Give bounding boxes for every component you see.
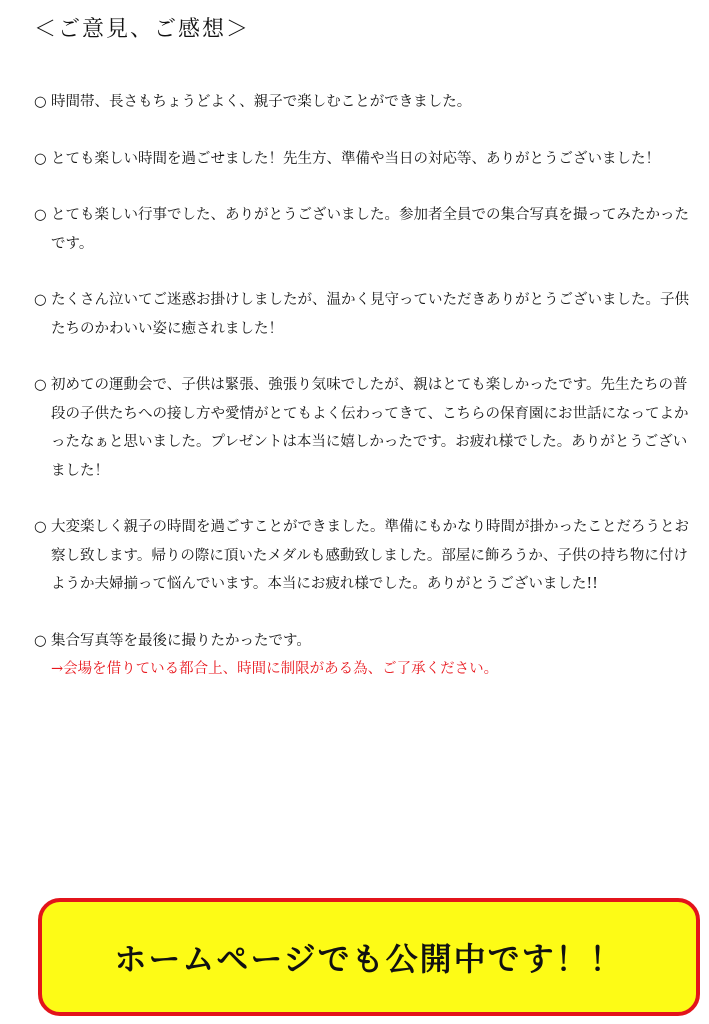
homepage-notice-banner <box>38 898 700 1016</box>
comment-item <box>34 627 698 684</box>
comment-item <box>34 286 698 343</box>
comment-item <box>34 513 698 599</box>
staff-reply-text: →会場を借りている都合上、時間に制限がある為、ご了承ください。 <box>51 661 499 677</box>
bullet-circle: ○ <box>34 519 47 535</box>
bullet-circle: ○ <box>34 150 47 167</box>
bullet-circle: ○ <box>34 94 47 110</box>
comment-text: 集合写真等を最後に撮りたかったです。 <box>51 632 311 649</box>
bullet-circle: ○ <box>34 207 47 223</box>
page-title: ＜ご意見、ご感想＞ <box>34 17 251 42</box>
comment-text: とても楽しい行事でした、ありがとうございました。参加者全員での集合写真を撮ってみたかったです。 <box>51 207 689 252</box>
comment-item <box>34 145 698 174</box>
bullet-circle: ○ <box>34 292 47 308</box>
comment-text: 大変楽しく親子の時間を過ごすことができました。準備にもかなり時間が掛かったことだろうとお察し致します。帰りの際に頂いたメダルも感動致しました。部屋に飾ろうか、子供の持ち物に付けようか夫婦揃って悩んでいます。本当にお疲れ様でした。ありがとうございました!! <box>51 519 689 592</box>
bullet-circle: ○ <box>34 377 47 393</box>
comment-text: 初めての運動会で、子供は緊張、強張り気味でしたが、親はとても楽しかったです。先生たちの普段の子供たちへの接し方や愛情がとてもよく伝わってきて、こちらの保育園にお世話になってよかったなぁと思いました。プレゼントは本当に嬉しかったです。お疲れ様でした。ありがとうございました！ <box>51 377 689 479</box>
comment-text: たくさん泣いてご迷惑お掛けしましたが、温かく見守っていただきありがとうございました。子供たちのかわいい姿に癒されました！ <box>51 292 689 337</box>
banner-text: ホームページでも公開中です！！ <box>114 940 624 978</box>
comment-item <box>34 371 698 485</box>
bullet-circle: ○ <box>34 632 47 649</box>
comment-text: とても楽しい時間を過ごせました！先生方、準備や当日の対応等、ありがとうございました！ <box>51 150 660 167</box>
comment-text: 時間帯、長さもちょうどよく、親子で楽しむことができました。 <box>51 94 472 110</box>
comment-list <box>34 88 698 712</box>
comment-item <box>34 201 698 258</box>
comment-item <box>34 88 698 117</box>
